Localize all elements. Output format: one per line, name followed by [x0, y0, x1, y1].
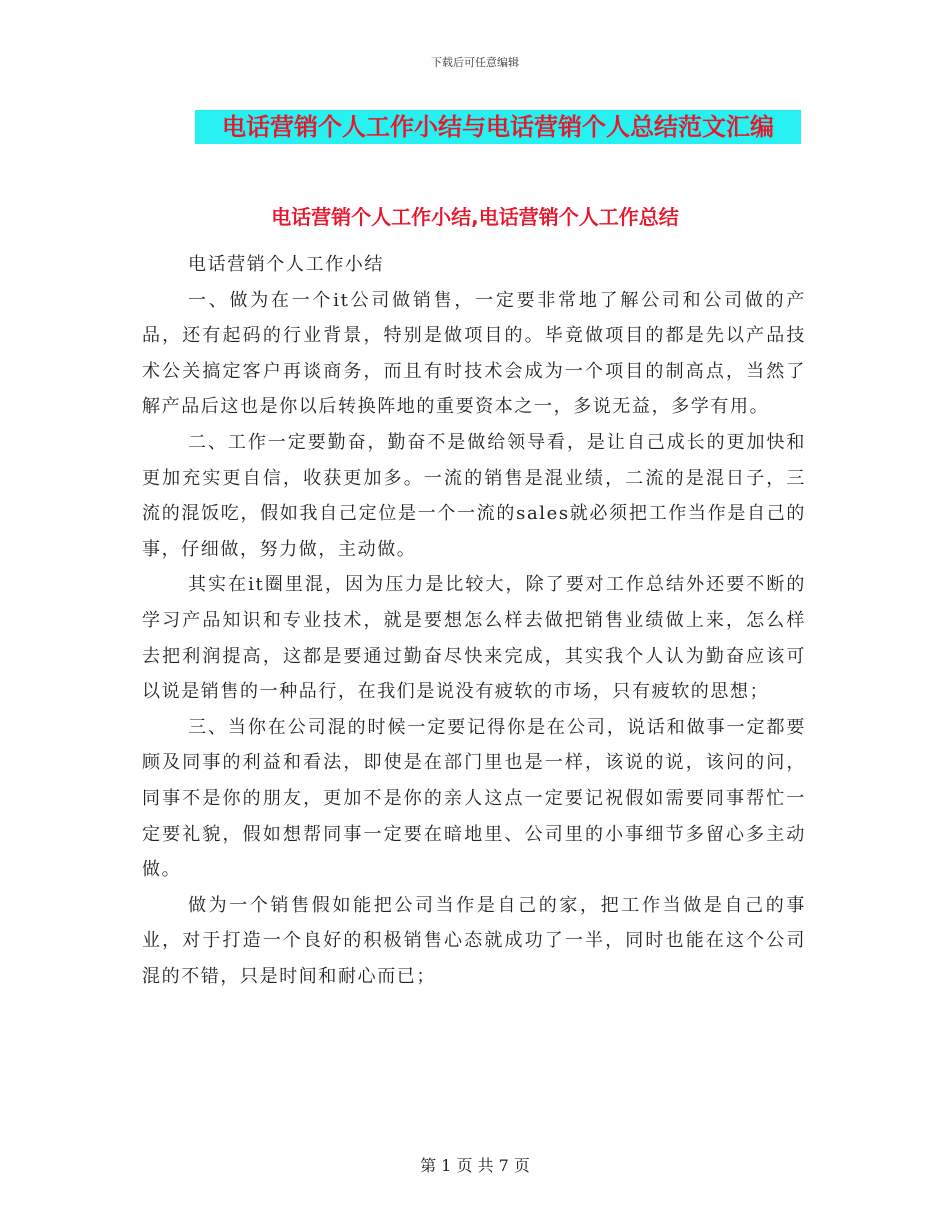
- page-header-note: 下载后可任意编辑: [431, 56, 519, 69]
- document-title: 电话营销个人工作小结与电话营销个人总结范文汇编: [195, 110, 801, 144]
- section-title: 电话营销个人工作小结,电话营销个人工作总结: [271, 205, 679, 229]
- paragraph: 其实在it圈里混，因为压力是比较大，除了要对工作总结外还要不断的学习产品知识和专业技术，就是要想怎么样去做把销售业绩做上来，怎么样去把利润提高，这都是要通过勤奋尽快来完成，其实我个人认为勤奋应该可以说是销售的一种品行，在我们是说没有疲软的市场，只有疲软的思想；: [142, 574, 806, 703]
- document-body: [142, 247, 806, 994]
- page-footer: 第 1 页 共 7 页: [420, 1156, 530, 1175]
- paragraph: 二、工作一定要勤奋，勤奋不是做给领导看，是让自己成长的更加快和更加充实更自信，收获更加多。一流的销售是混业绩，二流的是混日子，三流的混饭吃，假如我自己定位是一个一流的sales就必须把工作当作是自己的事，仔细做，努力做，主动做。: [142, 431, 806, 560]
- paragraph-subtitle: 电话营销个人工作小结: [188, 254, 384, 275]
- paragraph: 一、做为在一个it公司做销售，一定要非常地了解公司和公司做的产品，还有起码的行业背景，特别是做项目的。毕竟做项目的都是先以产品技术公关搞定客户再谈商务，而且有时技术会成为一个项目的制高点，当然了解产品后这也是你以后转换阵地的重要资本之一，多说无益，多学有用。: [142, 289, 806, 418]
- paragraph: 做为一个销售假如能把公司当作是自己的家，把工作当做是自己的事业，对于打造一个良好的积极销售心态就成功了一半，同时也能在这个公司混的不错，只是时间和耐心而已；: [142, 894, 806, 987]
- paragraph: 三、当你在公司混的时候一定要记得你是在公司，说话和做事一定都要顾及同事的利益和看法，即使是在部门里也是一样，该说的说，该问的问，同事不是你的朋友，更加不是你的亲人这点一定要记祝假如需要同事帮忙一定要礼貌，假如想帮同事一定要在暗地里、公司里的小事细节多留心多主动做。: [142, 716, 806, 881]
